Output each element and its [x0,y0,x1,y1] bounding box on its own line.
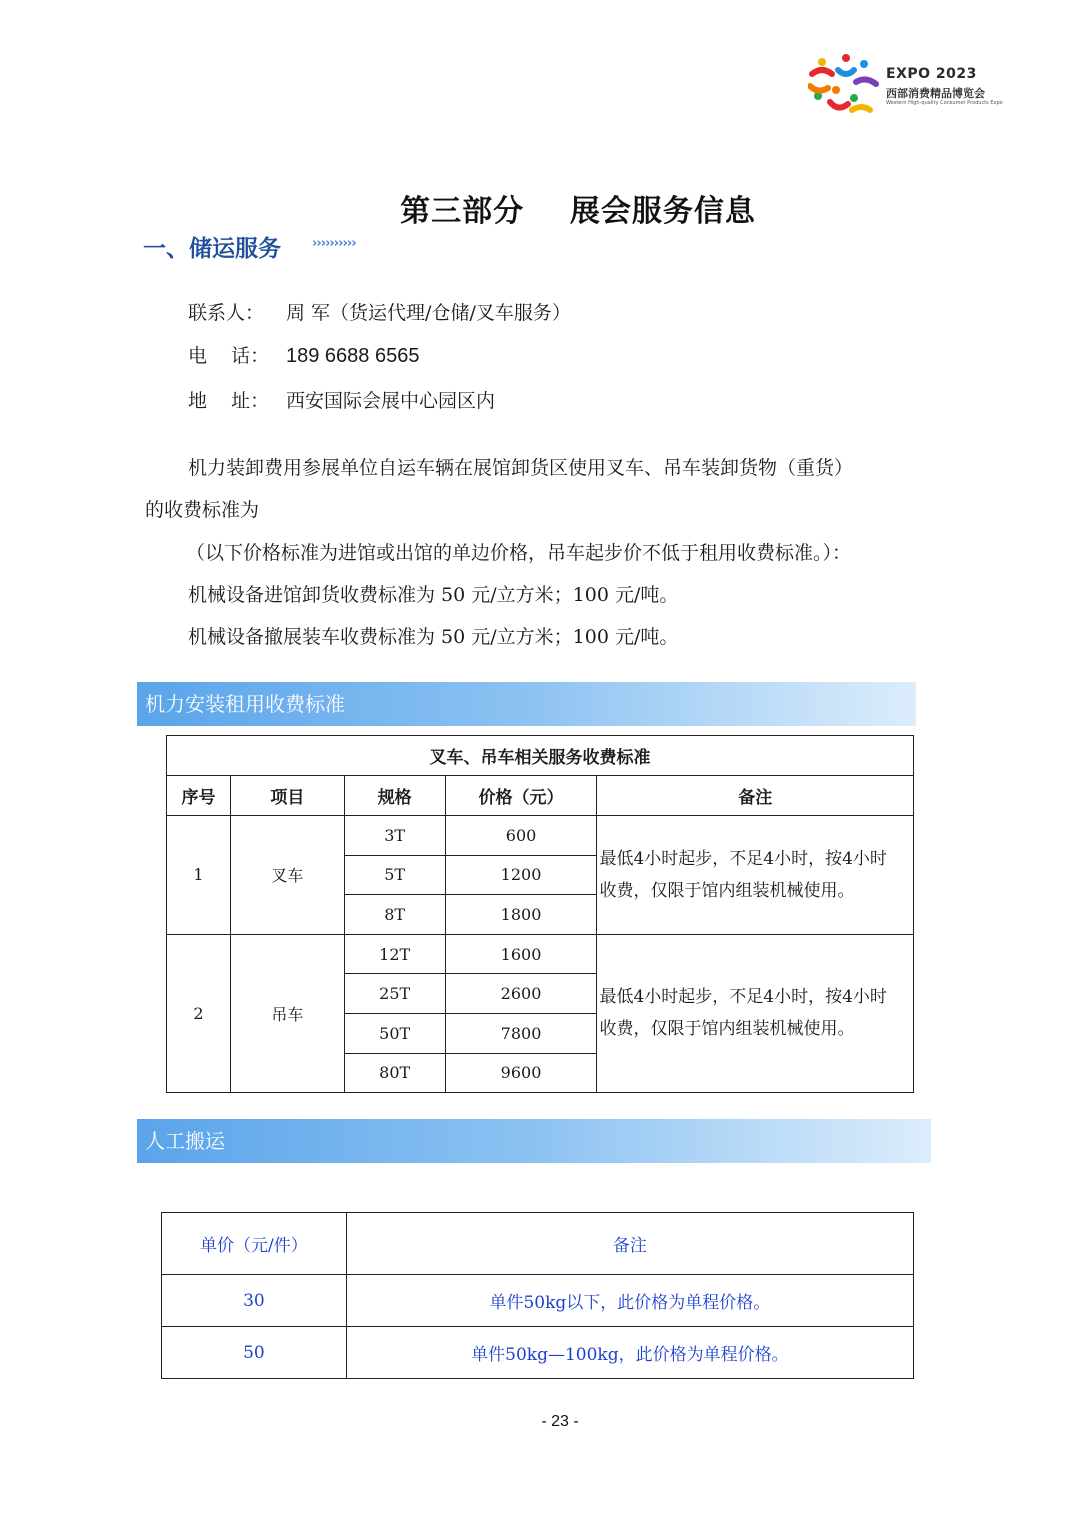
row-price: 1800 [445,895,597,935]
manual-handling-table [161,1212,914,1379]
paragraph-4: 机械设备进馆卸货收费标准为 50 元/立方米；100 元/吨。 [188,584,679,606]
note-line: 最低4小时起步，不足4小时，按4小时 [599,848,887,869]
row-spec: 5T [344,855,445,895]
logo-subtitle: 西部消费精品博览会 [886,87,985,100]
paragraph-3: （以下价格标准为进馆或出馆的单边价格，吊车起步价不低于租用收费标准。）： [186,542,852,564]
page-number: - 23 - [541,1413,579,1430]
row-price: 7800 [445,1013,597,1053]
row-spec: 12T [344,934,445,974]
header-price: 价格（元） [445,776,597,816]
contact-label: 联系人： [188,302,265,324]
header-note: 备注 [597,776,914,816]
banner-manual-handling: 人工搬运 [137,1119,931,1163]
table-header-row [167,776,914,816]
table-row [162,1327,914,1379]
row-price: 1600 [445,934,597,974]
contact-address [188,386,495,413]
row-spec: 3T [344,816,445,856]
header-note: 备注 [346,1213,913,1275]
header-no: 序号 [167,776,231,816]
row-item: 吊车 [230,934,344,1092]
paragraph-2: 的收费标准为 [145,499,260,521]
row-note: 单件50kg—100kg，此价格为单程价格。 [346,1327,913,1379]
table-row [167,816,914,856]
row-price: 50 [162,1327,347,1379]
row-price: 600 [445,816,597,856]
row-note [597,934,914,1092]
expo-logo [808,52,1008,122]
address-label: 地 址： [188,390,270,412]
table-row [162,1275,914,1327]
row-spec: 8T [344,895,445,935]
contact-phone [188,341,419,368]
row-no: 1 [167,816,231,935]
row-spec: 25T [344,974,445,1014]
machinery-fee-table [166,735,914,1093]
page-title: 第三部分 展会服务信息 [400,194,756,229]
row-spec: 50T [344,1013,445,1053]
phone-label: 电 话： [188,345,270,367]
row-spec: 80T [344,1053,445,1093]
table-row [167,934,914,974]
row-price: 1200 [445,855,597,895]
logo-title: EXPO 2023 [886,66,977,82]
row-item: 叉车 [230,816,344,935]
contact-value: 周 军（货运代理/仓储/叉车服务） [286,302,571,324]
note-line: 收费，仅限于馆内组装机械使用。 [599,880,855,901]
row-no: 2 [167,934,231,1092]
section-arrows: ›››››››››› [312,236,356,251]
table-caption: 叉车、吊车相关服务收费标准 [167,736,914,776]
phone-value: 189 6688 6565 [286,345,420,367]
section-heading: 一、储运服务 [143,236,281,262]
row-price: 9600 [445,1053,597,1093]
note-line: 最低4小时起步，不足4小时，按4小时 [599,987,887,1008]
banner-machinery: 机力安装租用收费标准 [137,682,916,726]
contact-person [188,298,571,325]
expo-logo-mark [808,52,884,122]
row-note: 单件50kg以下，此价格为单程价格。 [346,1275,913,1327]
paragraph-1: 机力装卸费用参展单位自运车辆在展馆卸货区使用叉车、吊车装卸货物（重货） [188,457,854,479]
header-unit-price: 单价（元/件） [162,1213,347,1275]
paragraph-5: 机械设备撤展装车收费标准为 50 元/立方米；100 元/吨。 [188,626,679,648]
header-item: 项目 [230,776,344,816]
row-price: 2600 [445,974,597,1014]
address-value: 西安国际会展中心园区内 [286,390,496,412]
table-header-row [162,1213,914,1275]
header-spec: 规格 [344,776,445,816]
note-line: 收费，仅限于馆内组装机械使用。 [599,1019,855,1040]
logo-english: Western High-quality Consumer Products Expo [886,100,1003,106]
row-note [597,816,914,935]
row-price: 30 [162,1275,347,1327]
